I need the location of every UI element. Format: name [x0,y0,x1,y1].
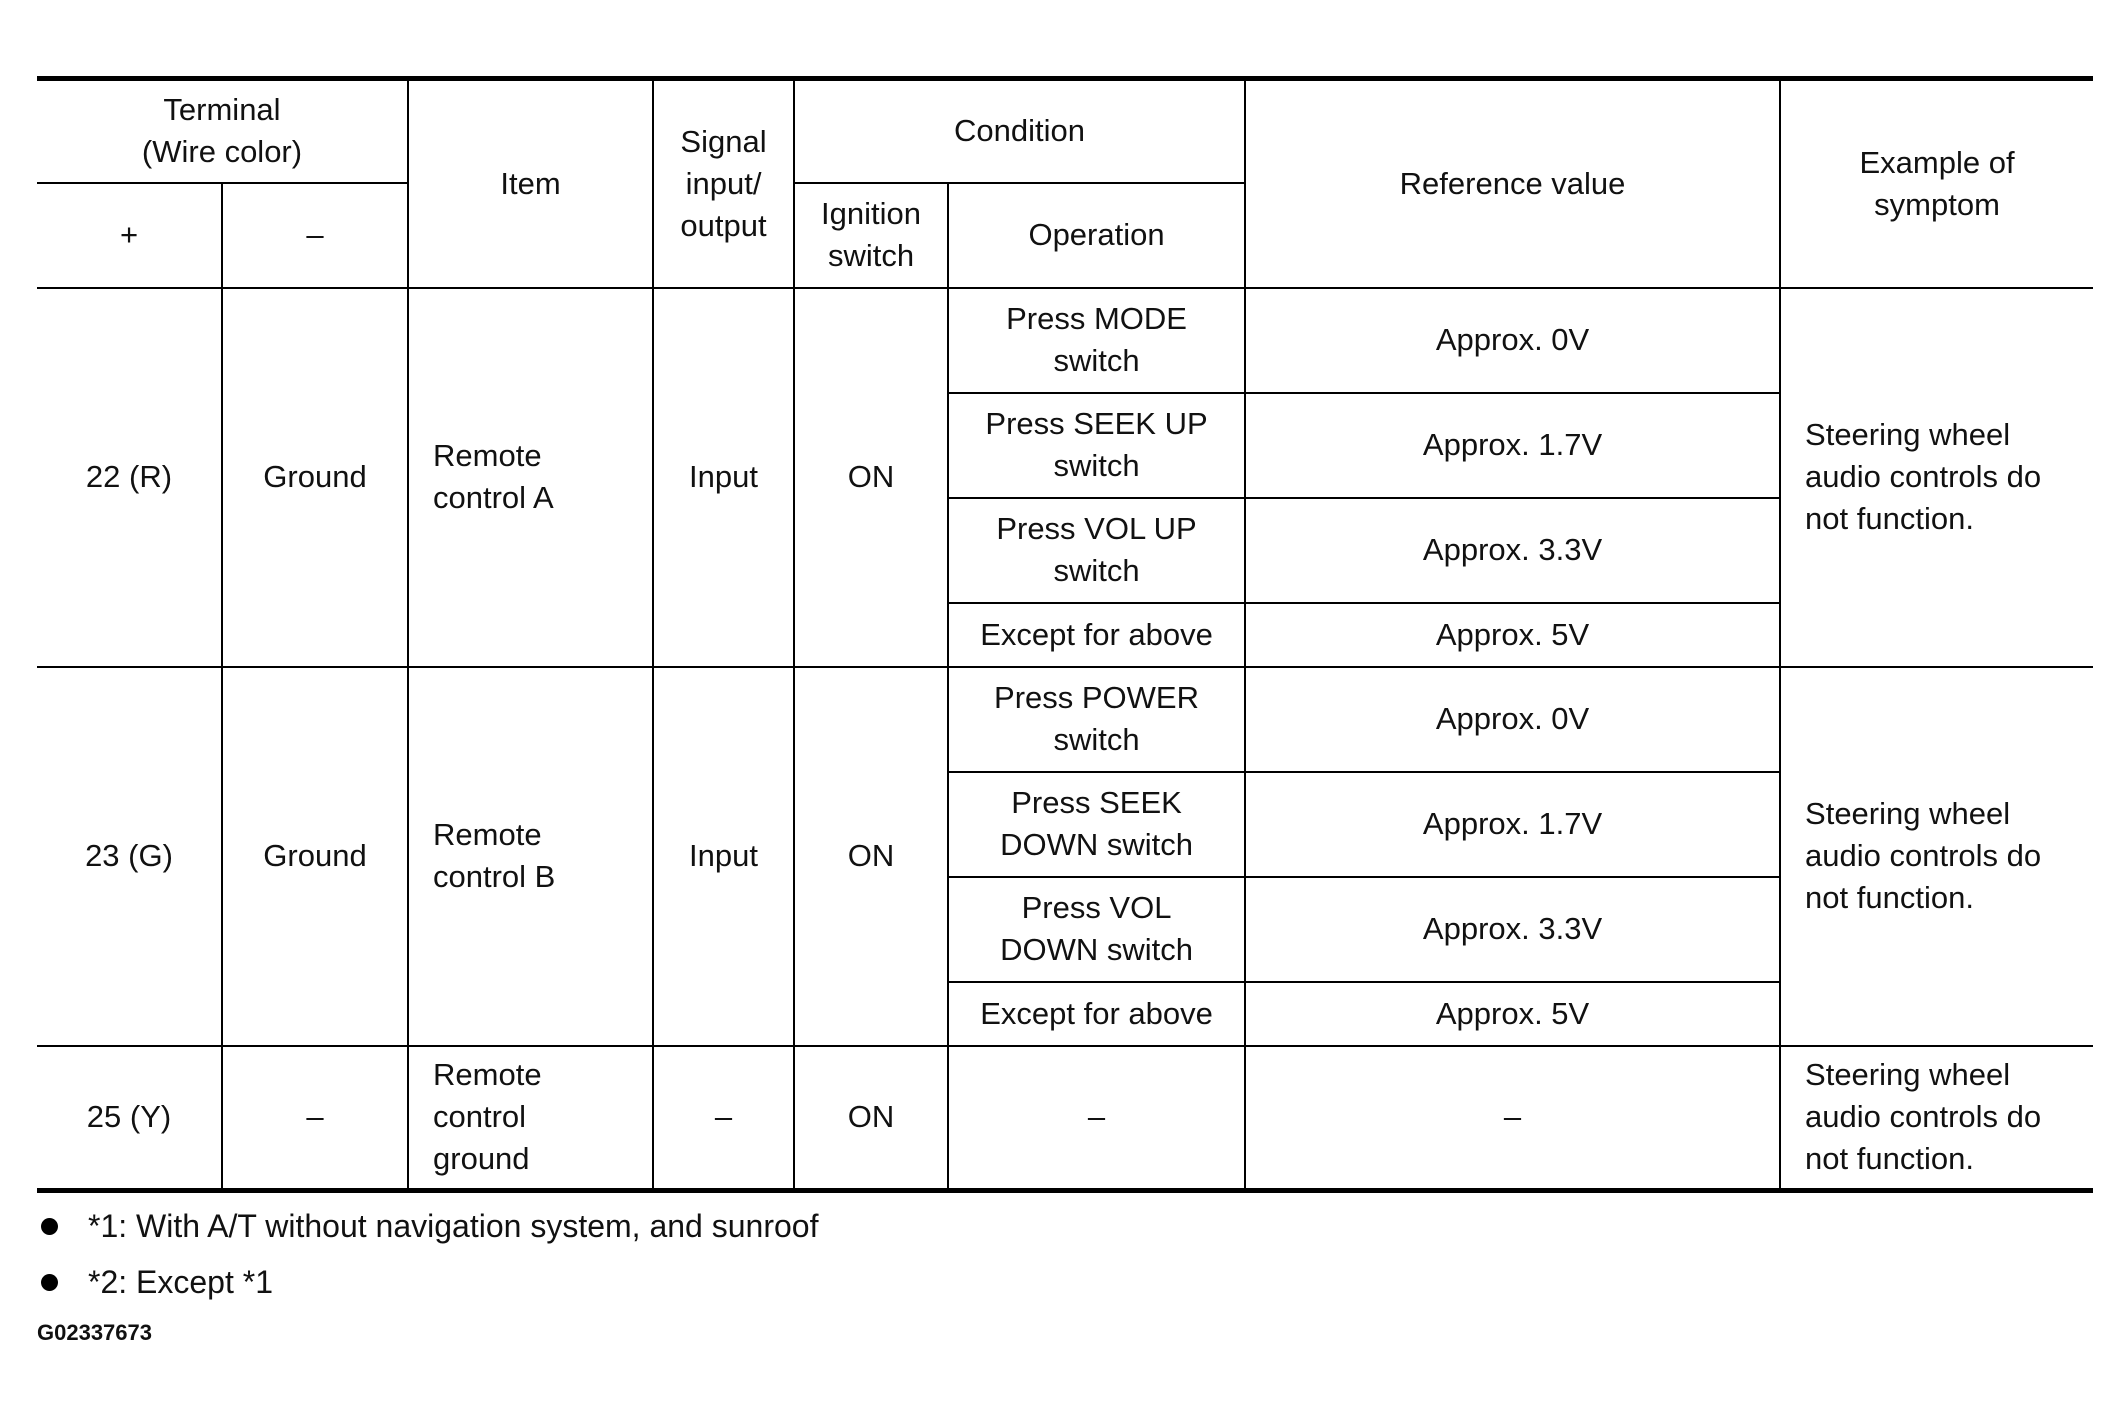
operation-cell: Press POWER switch [948,667,1245,772]
operation-cell: Press SEEK UP switch [948,393,1245,498]
reference-value-cell: – [1245,1046,1780,1191]
symptom-cell: Steering wheel audio controls do not function. [1780,667,2093,1046]
reference-value-cell: Approx. 5V [1245,982,1780,1046]
ignition-cell: ON [794,288,948,667]
figure-reference-code: G02337673 [37,1320,152,1345]
operation-header: Operation [948,183,1245,288]
note-text: *2: Except *1 [88,1264,273,1300]
reference-value-cell: Approx. 0V [1245,288,1780,393]
reference-value-cell: Approx. 1.7V [1245,393,1780,498]
terminal-plus: 22 (R) [37,288,222,667]
minus-header: – [222,183,408,288]
item-cell: Remote control ground [408,1046,653,1191]
ignition-cell: ON [794,667,948,1046]
signal-header: Signal input/ output [653,79,794,288]
bullet-icon [41,1274,58,1291]
terminal-plus: 25 (Y) [37,1046,222,1191]
terminal-minus: Ground [222,667,408,1046]
item-header: Item [408,79,653,288]
note-item [37,1198,818,1254]
reference-value-cell: Approx. 3.3V [1245,877,1780,982]
bullet-icon [41,1218,58,1235]
operation-cell: Press MODE switch [948,288,1245,393]
condition-header: Condition [794,79,1245,183]
symptom-cell: Steering wheel audio controls do not function. [1780,288,2093,667]
item-cell: Remote control A [408,288,653,667]
reference-value-cell: Approx. 0V [1245,667,1780,772]
reference-value-cell: Approx. 1.7V [1245,772,1780,877]
header-row [37,79,2093,183]
table-row [37,1046,2093,1191]
operation-cell: Press SEEK DOWN switch [948,772,1245,877]
notes-list [37,1198,818,1310]
table-row [37,667,2093,772]
terminal-reference-table [37,76,2093,1193]
table-row [37,288,2093,393]
ignition-header: Ignition switch [794,183,948,288]
plus-header: + [37,183,222,288]
signal-cell: Input [653,288,794,667]
reference-value-cell: Approx. 3.3V [1245,498,1780,603]
operation-cell: – [948,1046,1245,1191]
symptom-cell: Steering wheel audio controls do not function. [1780,1046,2093,1191]
item-cell: Remote control B [408,667,653,1046]
reference-header: Reference value [1245,79,1780,288]
operation-cell: Except for above [948,603,1245,667]
terminal-plus: 23 (G) [37,667,222,1046]
reference-value-cell: Approx. 5V [1245,603,1780,667]
operation-cell: Press VOL UP switch [948,498,1245,603]
terminal-header: Terminal (Wire color) [37,79,408,183]
signal-cell: – [653,1046,794,1191]
operation-cell: Press VOL DOWN switch [948,877,1245,982]
note-item [37,1254,818,1310]
ignition-cell: ON [794,1046,948,1191]
operation-cell: Except for above [948,982,1245,1046]
note-text: *1: With A/T without navigation system, and sunroof [88,1208,819,1244]
symptom-header: Example of symptom [1780,79,2093,288]
signal-cell: Input [653,667,794,1046]
terminal-minus: Ground [222,288,408,667]
table-body [37,288,2093,1046]
terminal-minus: – [222,1046,408,1191]
